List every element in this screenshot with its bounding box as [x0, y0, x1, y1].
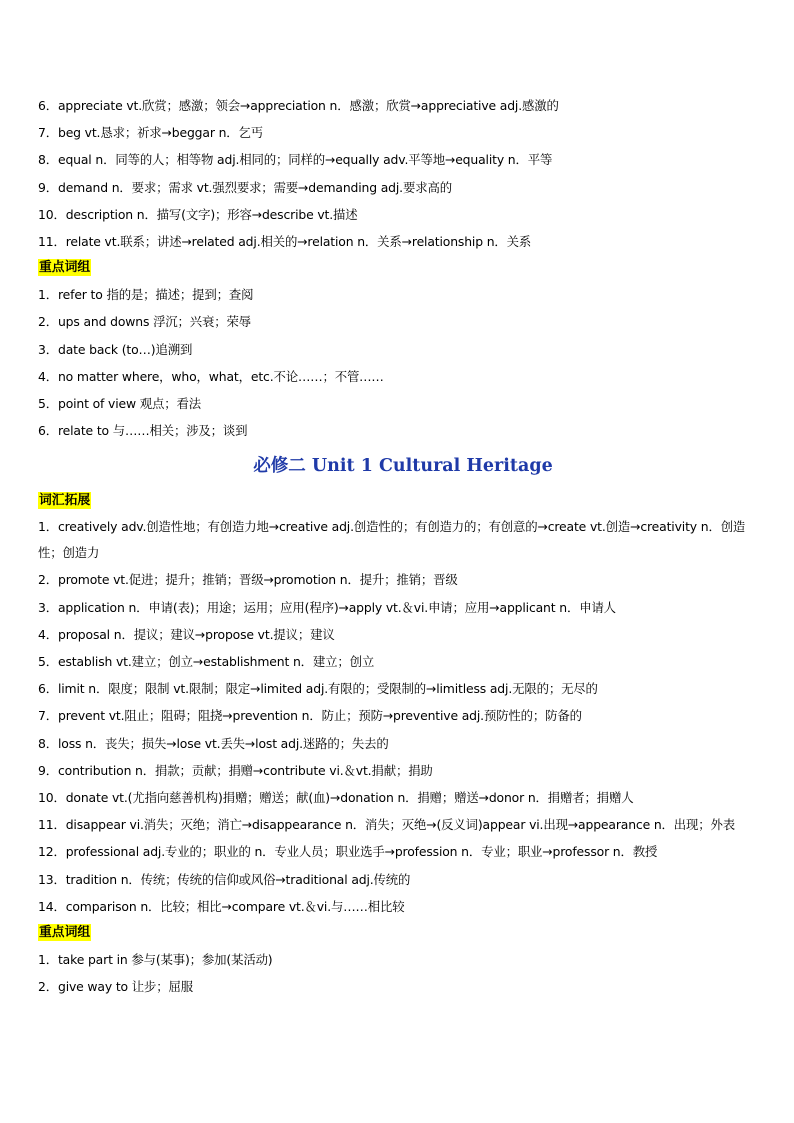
vocab-item: 9．contribution n．捐款；贡献；捐赠→contribute vi.＆vt.捐献；捐助 — [38, 762, 433, 778]
vocab-item: 10．description n．描写(文字)；形容→describe vt.描述 — [38, 206, 358, 222]
vocab-item: 11．disappear vi.消失；灭绝；消亡→disappearance n．消失；灭绝→(反义词)appear vi.出现→appearance n．出现；外表 — [38, 817, 735, 833]
vocab-item: 8．loss n．丧失；损失→lose vt.丢失→lost adj.迷路的；失去的 — [38, 735, 389, 751]
phrase-list-1 — [38, 281, 768, 444]
phrase-item: 3．date back (to…)追溯到 — [38, 341, 193, 357]
section-label-key-phrases: 重点词组 — [39, 260, 91, 276]
vocab-item: 1．creatively adv.创造性地；有创造力地→creative adj.创造性的；有创造力的；有创意的→create vt.创造→creativity n．创造性；创造力 — [38, 519, 746, 561]
phrase-item: 4．no matter where，who，what，etc.不论……；不管…… — [38, 368, 384, 384]
vocab-item: 14．comparison n．比较；相比→compare vt.＆vi.与……相比较 — [38, 898, 405, 914]
vocab-item: 2．promote vt.促进；提升；推销；晋级→promotion n．提升；推销；晋级 — [38, 572, 458, 588]
vocab-item: 10．donate vt.(尤指向慈善机构)捐赠；赠送；献(血)→donation n．捐赠；赠送→donor n．捐赠者；捐赠人 — [38, 790, 634, 806]
document-page — [38, 92, 768, 1000]
phrase-item: 1．refer to 指的是；描述；提到；查阅 — [38, 287, 254, 303]
vocab-item: 12．professional adj.专业的；职业的 n．专业人员；职业选手→profession n．专业；职业→professor n．教授 — [38, 844, 658, 860]
phrase-item: 6．relate to 与……相关；涉及；谈到 — [38, 423, 248, 439]
vocab-item: 4．proposal n．提议；建议→propose vt.提议；建议 — [38, 626, 335, 642]
vocab-item: 11．relate vt.联系；讲述→related adj.相关的→relation n．关系→relationship n．关系 — [38, 234, 532, 250]
phrase-item: 1．take part in 参与(某事)；参加(某活动) — [38, 952, 273, 968]
unit-title: 必修二 Unit 1 Cultural Heritage — [253, 456, 553, 477]
vocab-list-1 — [38, 92, 768, 255]
vocab-item: 9．demand n．要求；需求 vt.强烈要求；需要→demanding adj.要求高的 — [38, 179, 452, 195]
section-label-vocab-expansion: 词汇拓展 — [39, 493, 91, 509]
vocab-list-2 — [38, 514, 768, 920]
phrase-list-2 — [38, 946, 768, 1000]
vocab-item: 5．establish vt.建立；创立→establishment n．建立；创立 — [38, 654, 375, 670]
section-label-key-phrases: 重点词组 — [39, 925, 91, 941]
phrase-item: 2．ups and downs 浮沉；兴衰；荣辱 — [38, 314, 251, 330]
vocab-item: 8．equal n．同等的人；相等物 adj.相同的；同样的→equally adv.平等地→equality n．平等 — [38, 152, 553, 168]
vocab-item: 3．application n．申请(表)；用途；运用；应用(程序)→apply vt.＆vi.申请；应用→applicant n．申请人 — [38, 599, 616, 615]
vocab-item: 7．beg vt.恳求；祈求→beggar n．乞丐 — [38, 125, 263, 141]
vocab-item: 6．limit n．限度；限制 vt.限制；限定→limited adj.有限的；受限制的→limitless adj.无限的；无尽的 — [38, 681, 598, 697]
vocab-item: 7．prevent vt.阻止；阻碍；阻挠→prevention n．防止；预防→preventive adj.预防性的；防备的 — [38, 708, 582, 724]
vocab-item: 13．tradition n．传统；传统的信仰或风俗→traditional adj.传统的 — [38, 871, 411, 887]
phrase-item: 2．give way to 让步；屈服 — [38, 979, 193, 995]
vocab-item: 6．appreciate vt.欣赏；感激；领会→appreciation n．感激；欣赏→appreciative adj.感激的 — [38, 98, 559, 113]
phrase-item: 5．point of view 观点；看法 — [38, 396, 201, 412]
